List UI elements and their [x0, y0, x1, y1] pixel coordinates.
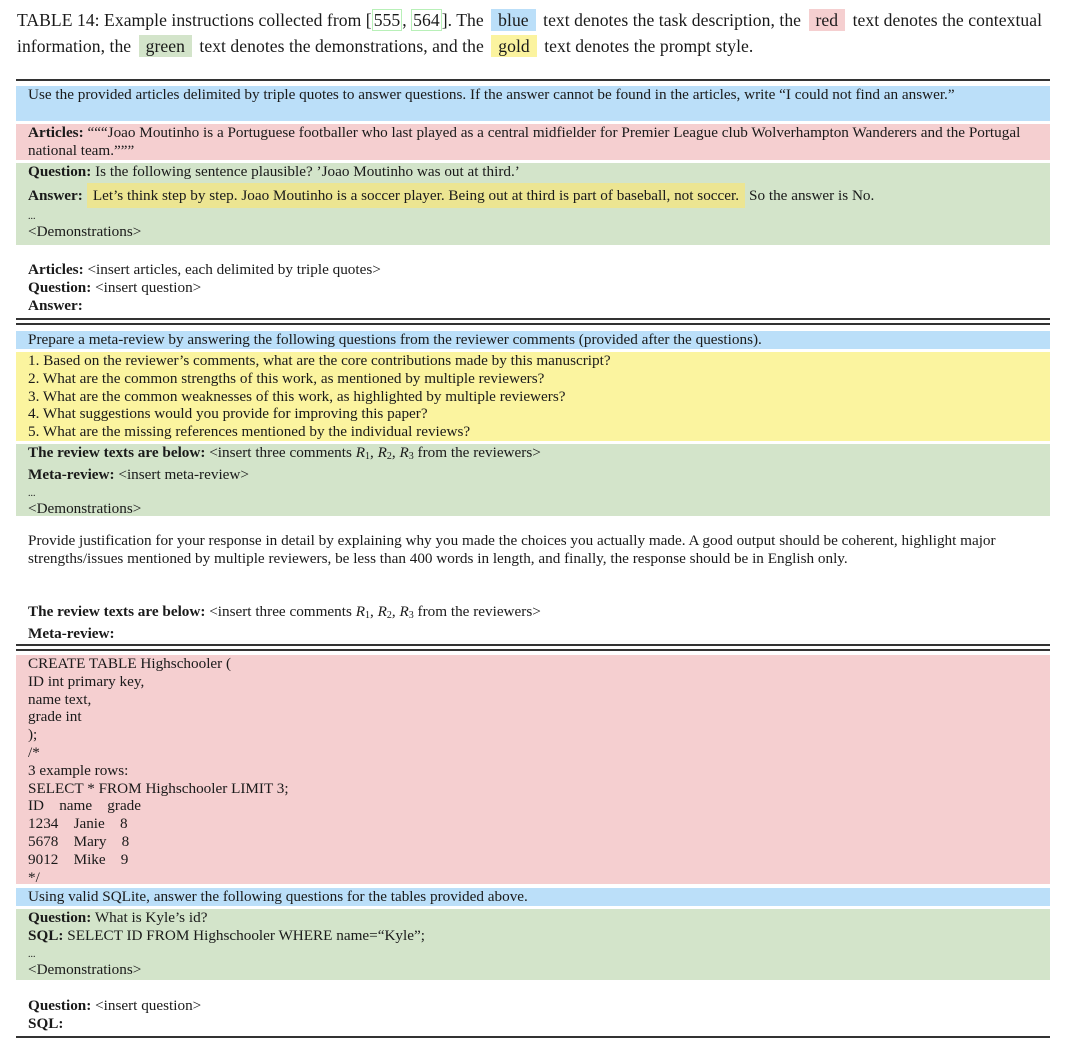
section-divider — [16, 318, 1050, 325]
review-placeholder-text: from the reviewers> — [413, 444, 541, 461]
review-placeholder-text: <insert three comments — [205, 603, 356, 620]
example3-schema-context — [16, 655, 1050, 884]
citation-bracket-close: ] — [441, 10, 448, 30]
answer-label: Answer: — [28, 296, 83, 314]
caption-text: text denotes the prompt style. — [544, 36, 754, 56]
example3-task-description — [16, 888, 1050, 906]
example2-prompt-template — [16, 603, 1050, 642]
example-row: 9012 Mike 9 — [28, 850, 129, 868]
caption-text: text denotes the demonstrations, and the — [199, 36, 484, 56]
r2-symbol: R — [377, 603, 387, 620]
review-texts-label: The review texts are below: — [28, 603, 206, 620]
r3-subscript: 3 — [408, 451, 414, 462]
r1-symbol: R — [355, 444, 365, 461]
example-row: 5678 Mary 8 — [28, 832, 130, 850]
r2-subscript: 2 — [386, 451, 392, 462]
ellipsis: ... — [28, 210, 36, 222]
legend-green-swatch: green — [139, 35, 192, 57]
meta-review-label: Meta-review: — [28, 465, 115, 483]
review-placeholder-text: from the reviewers> — [413, 603, 541, 620]
caption-text: text denotes the contextual information, the — [17, 10, 1043, 56]
r1-subscript: 1 — [364, 610, 370, 621]
example1-demonstrations — [16, 163, 1050, 245]
table-bottom-rule — [16, 1036, 1050, 1038]
question-text: What is Kyle’s id? — [91, 909, 208, 926]
example3-demonstrations — [16, 909, 1050, 980]
prompt-style-highlight: Let’s think step by step. Joao Moutinho is a soccer player. Being out at third is part of baseball, not soccer. — [87, 183, 745, 208]
task-text: Prepare a meta-review by answering the following questions from the reviewer comments (provided after the questions). — [28, 331, 762, 348]
review-placeholder-text: <insert three comments — [205, 444, 356, 461]
answer-text: So the answer is No. — [749, 186, 875, 204]
table-top-rule — [16, 79, 1050, 81]
task-text: Using valid SQLite, answer the following questions for the tables provided above. — [28, 888, 528, 905]
separator: , — [369, 603, 378, 620]
caption-text: . The — [447, 10, 484, 30]
demonstrations-placeholder: <Demonstrations> — [28, 960, 142, 978]
example2-justification — [16, 532, 1050, 588]
citation-separator: , — [402, 10, 412, 30]
question-text: Is the following sentence plausible? ’Joao Moutinho was out at third.’ — [91, 163, 520, 180]
question-label: Question: — [28, 909, 92, 926]
schema-line: ID int primary key, — [28, 672, 145, 690]
articles-text: “““Joao Moutinho is a Portuguese footballer who last played as a central midfielder for Premier League club Wolverhampton Wanderers and the Portugal national team.””” — [28, 124, 1021, 159]
legend-gold-swatch: gold — [491, 35, 536, 57]
ellipsis: ... — [28, 948, 36, 960]
caption-text: text denotes the task description, the — [543, 10, 802, 30]
schema-line: SELECT * FROM Highschooler LIMIT 3; — [28, 779, 289, 797]
example-rows-header: ID name grade — [28, 797, 142, 815]
table-caption — [17, 7, 1057, 59]
example-row: 1234 Janie 8 — [28, 815, 128, 833]
example1-context — [16, 124, 1050, 160]
sql-text: SELECT ID FROM Highschooler WHERE name=“Kyle”; — [63, 926, 425, 944]
answer-label: Answer: — [28, 186, 83, 204]
r1-subscript: 1 — [364, 451, 370, 462]
r3-subscript: 3 — [408, 610, 414, 621]
r3-symbol: R — [399, 603, 409, 620]
articles-label: Articles: — [28, 261, 84, 278]
legend-red-swatch: red — [809, 9, 846, 31]
schema-line: /* — [28, 743, 40, 761]
review-texts-label: The review texts are below: — [28, 444, 206, 461]
question-label: Question: — [28, 997, 92, 1014]
question-label: Question: — [28, 163, 92, 180]
example2-demonstrations — [16, 444, 1050, 516]
question-item: 5. What are the missing references mentioned by the individual reviews? — [28, 423, 471, 441]
task-text: Use the provided articles delimited by triple quotes to answer questions. If the answer cannot be found in the articles, write “I could not find an answer.” — [28, 86, 955, 103]
r2-subscript: 2 — [386, 610, 392, 621]
example1-task-description — [16, 86, 1050, 121]
articles-placeholder: <insert articles, each delimited by triple quotes> — [83, 261, 381, 278]
citation-bracket-open: [ — [365, 10, 372, 30]
meta-review-placeholder: <insert meta-review> — [114, 465, 249, 483]
question-placeholder: <insert question> — [91, 997, 202, 1014]
schema-line: 3 example rows: — [28, 761, 129, 779]
r1-symbol: R — [355, 603, 365, 620]
justification-text: Provide justification for your response in detail by explaining why you made the choices you actually made. A good output should be coherent, highlight major strengths/issues mentioned by multiple reviewers, be less than 400 words in length, and finally, the response should be in English only. — [28, 532, 996, 567]
schema-line: */ — [28, 868, 40, 886]
question-item: 4. What suggestions would you provide for improving this paper? — [28, 405, 428, 423]
example2-task-description — [16, 331, 1050, 349]
citation-link-555[interactable]: 555 — [373, 10, 401, 30]
schema-line: name text, — [28, 690, 92, 708]
example3-prompt-template — [16, 997, 1050, 1033]
question-label: Question: — [28, 278, 92, 296]
demonstrations-placeholder: <Demonstrations> — [28, 222, 142, 240]
sql-label: SQL: — [28, 926, 64, 944]
articles-label: Articles: — [28, 124, 84, 141]
caption-prefix: TABLE 14: Example instructions collected from — [17, 10, 366, 30]
ellipsis: ... — [28, 487, 36, 499]
schema-line: grade int — [28, 708, 82, 726]
separator: , — [391, 444, 400, 461]
meta-review-label: Meta-review: — [28, 624, 115, 642]
question-item: 2. What are the common strengths of this work, as mentioned by multiple reviewers? — [28, 369, 545, 387]
schema-line: CREATE TABLE Highschooler ( — [28, 655, 232, 672]
demonstrations-placeholder: <Demonstrations> — [28, 499, 142, 517]
question-item: 1. Based on the reviewer’s comments, what are the core contributions made by this manuscript? — [28, 352, 611, 369]
legend-blue-swatch: blue — [491, 9, 536, 31]
section-divider — [16, 644, 1050, 651]
separator: , — [369, 444, 378, 461]
question-item: 3. What are the common weaknesses of this work, as highlighted by multiple reviewers? — [28, 387, 566, 405]
citation-link-564[interactable]: 564 — [413, 10, 440, 30]
r2-symbol: R — [377, 444, 387, 461]
example2-prompt-style-questions — [16, 352, 1050, 441]
schema-line: ); — [28, 726, 38, 744]
separator: , — [391, 603, 400, 620]
r3-symbol: R — [399, 444, 409, 461]
example1-prompt-template — [16, 261, 1050, 315]
sql-label: SQL: — [28, 1014, 64, 1032]
question-placeholder: <insert question> — [91, 278, 202, 296]
